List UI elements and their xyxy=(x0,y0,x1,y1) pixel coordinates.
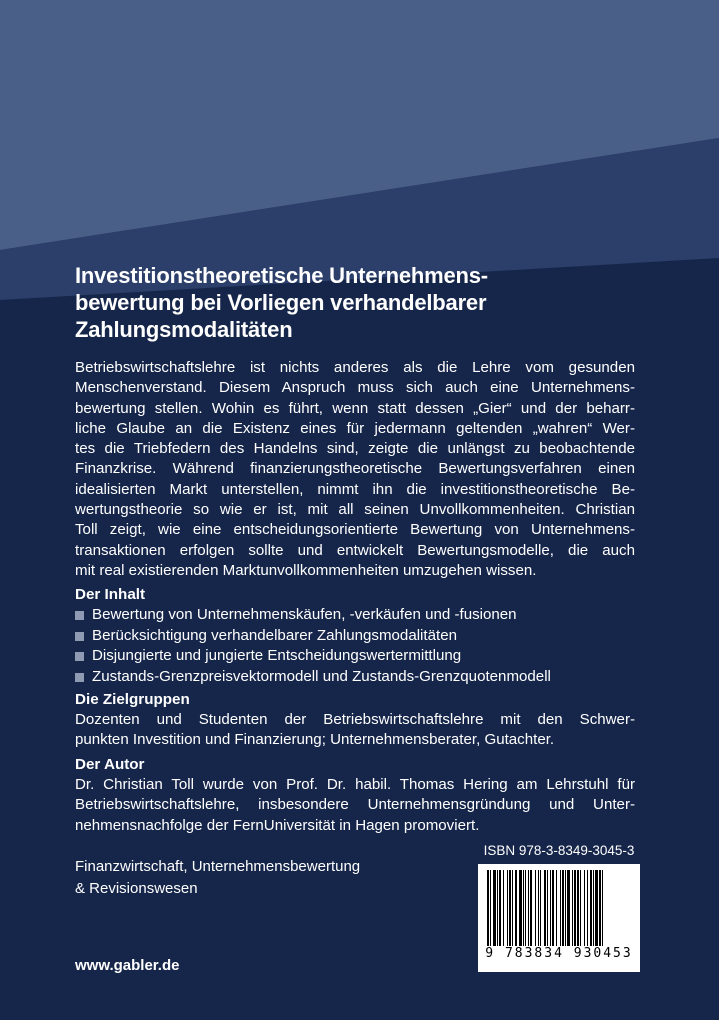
barcode-bar xyxy=(515,870,517,946)
section-autor xyxy=(75,754,635,836)
description-line: bewertung stellen. Wohin es führt, wenn statt dessen „Gier“ und der beharr- xyxy=(75,399,635,417)
barcode-bar xyxy=(523,870,524,946)
barcode-bar xyxy=(550,870,551,946)
list-item xyxy=(75,605,635,626)
barcode-bar xyxy=(574,870,576,946)
description-line: idealisierten Markt unterstellen, nimmt ihn die investitionstheoretische Be- xyxy=(75,480,635,498)
description-line: Menschenverstand. Diesem Anspruch muss sich auch eine Unternehmens- xyxy=(75,379,635,397)
barcode-bar xyxy=(577,870,579,946)
barcode-bar xyxy=(544,870,546,946)
barcode-bar xyxy=(499,870,501,946)
list-item-text: Bewertung von Unternehmenskäufen, -verkäufen und -fusionen xyxy=(92,606,517,623)
zielgruppen-line: punkten Investition und Finanzierung; Unternehmensberater, Gutachter. xyxy=(75,731,555,749)
barcode-bar xyxy=(587,870,588,946)
section-zielgruppen xyxy=(75,689,635,751)
barcode-bar xyxy=(528,870,529,946)
section-heading-inhalt: Der Inhalt xyxy=(75,586,146,603)
book-title xyxy=(75,262,635,343)
list-item-text: Zustands-Grenzpreisvektormodell und Zustands-Grenzquotenmodell xyxy=(92,667,551,685)
list-item xyxy=(75,646,635,667)
barcode-bar xyxy=(567,870,570,946)
barcode-bar xyxy=(490,870,491,946)
description xyxy=(75,358,635,581)
title-line: Zahlungsmodalitäten xyxy=(75,317,293,342)
autor-line: Betriebswirtschaftslehre, insbesondere Unternehmensgründung und Unter- xyxy=(75,796,635,814)
section-heading-zielgruppen: Die Zielgruppen xyxy=(75,691,190,708)
barcode-bar xyxy=(503,870,504,946)
barcode-bar xyxy=(565,870,566,946)
barcode-bar xyxy=(580,870,581,946)
barcode-bar xyxy=(562,870,564,946)
barcode xyxy=(478,864,640,972)
description-line: mit real existierenden Marktunvollkommenheiten umzugehen wissen. xyxy=(75,561,537,579)
barcode-bars xyxy=(487,870,631,946)
description-line: wertungstheorie so wie er ist, mit all seinen Unvollkommenheiten. Christian xyxy=(75,501,635,519)
description-line: Betriebswirtschaftslehre ist nichts anderes als die Lehre vom gesunden xyxy=(75,359,635,376)
barcode-bar xyxy=(556,870,557,946)
section-inhalt xyxy=(75,584,635,687)
barcode-bar xyxy=(493,870,496,946)
description-line: Finanzkrise. Während finanzierungstheoretische Bewertungsverfahren einen xyxy=(75,460,635,478)
barcode-bar xyxy=(547,870,548,946)
autor-line: nehmensnachfolge der FernUniversität in Hagen promoviert. xyxy=(75,816,480,834)
barcode-bar xyxy=(584,870,585,946)
barcode-bar xyxy=(519,870,522,946)
barcode-bar xyxy=(540,870,541,946)
barcode-bar xyxy=(525,870,526,946)
description-line: tes die Triebfedern des Handelns sind, zeigte die unlängst zu beobachtende xyxy=(75,440,635,458)
barcode-bar xyxy=(535,870,536,946)
description-line: Toll zeigt, wie eine entscheidungsorientierte Bewertung von Unternehmens- xyxy=(75,521,635,539)
barcode-number: 9 783834 930453 xyxy=(485,946,633,961)
barcode-bar xyxy=(595,870,598,946)
barcode-bar xyxy=(552,870,554,946)
isbn-label: ISBN 978-3-8349-3045-3 xyxy=(483,843,635,858)
list-item xyxy=(75,667,635,688)
category-line-2: & Revisionswesen xyxy=(75,880,198,897)
autor-line: Dr. Christian Toll wurde von Prof. Dr. habil. Thomas Hering am Lehrstuhl für xyxy=(75,776,635,793)
barcode-bar xyxy=(530,870,532,946)
zielgruppen-line: Dozenten und Studenten der Betriebswirtschaftslehre mit den Schwer- xyxy=(75,711,635,728)
website-link[interactable]: www.gabler.de xyxy=(75,957,180,974)
barcode-bar xyxy=(487,870,489,946)
subject-category xyxy=(75,856,360,900)
barcode-bar xyxy=(590,870,592,946)
list-item-text: Berücksichtigung verhandelbarer Zahlungsmodalitäten xyxy=(92,626,457,644)
barcode-bar xyxy=(538,870,539,946)
square-bullet-icon xyxy=(75,652,84,661)
description-line: transaktionen erfolgen sollte und entwickelt Bewertungsmodelle, die auch xyxy=(75,541,635,559)
inhalt-list xyxy=(75,605,635,687)
barcode-bar xyxy=(507,870,508,946)
square-bullet-icon xyxy=(75,632,84,641)
square-bullet-icon xyxy=(75,611,84,620)
barcode-bar xyxy=(512,870,513,946)
barcode-bar xyxy=(509,870,511,946)
title-line: Investitionstheoretische Unternehmens- xyxy=(75,263,488,288)
title-line: bewertung bei Vorliegen verhandelbarer xyxy=(75,290,487,315)
barcode-bar xyxy=(572,870,573,946)
barcode-bar xyxy=(497,870,498,946)
square-bullet-icon xyxy=(75,673,84,682)
barcode-bar xyxy=(599,870,601,946)
category-line-1: Finanzwirtschaft, Unternehmensbewertung xyxy=(75,858,361,875)
description-line: liche Glaube an die Existenz eines für jedermann geltenden „wahren“ Wer- xyxy=(75,419,635,437)
barcode-bar xyxy=(602,870,603,946)
barcode-bar xyxy=(560,870,561,946)
section-heading-autor: Der Autor xyxy=(75,756,145,773)
barcode-bar xyxy=(593,870,594,946)
list-item xyxy=(75,626,635,647)
list-item-text: Disjungierte und jungierte Entscheidungswertermittlung xyxy=(92,647,462,665)
